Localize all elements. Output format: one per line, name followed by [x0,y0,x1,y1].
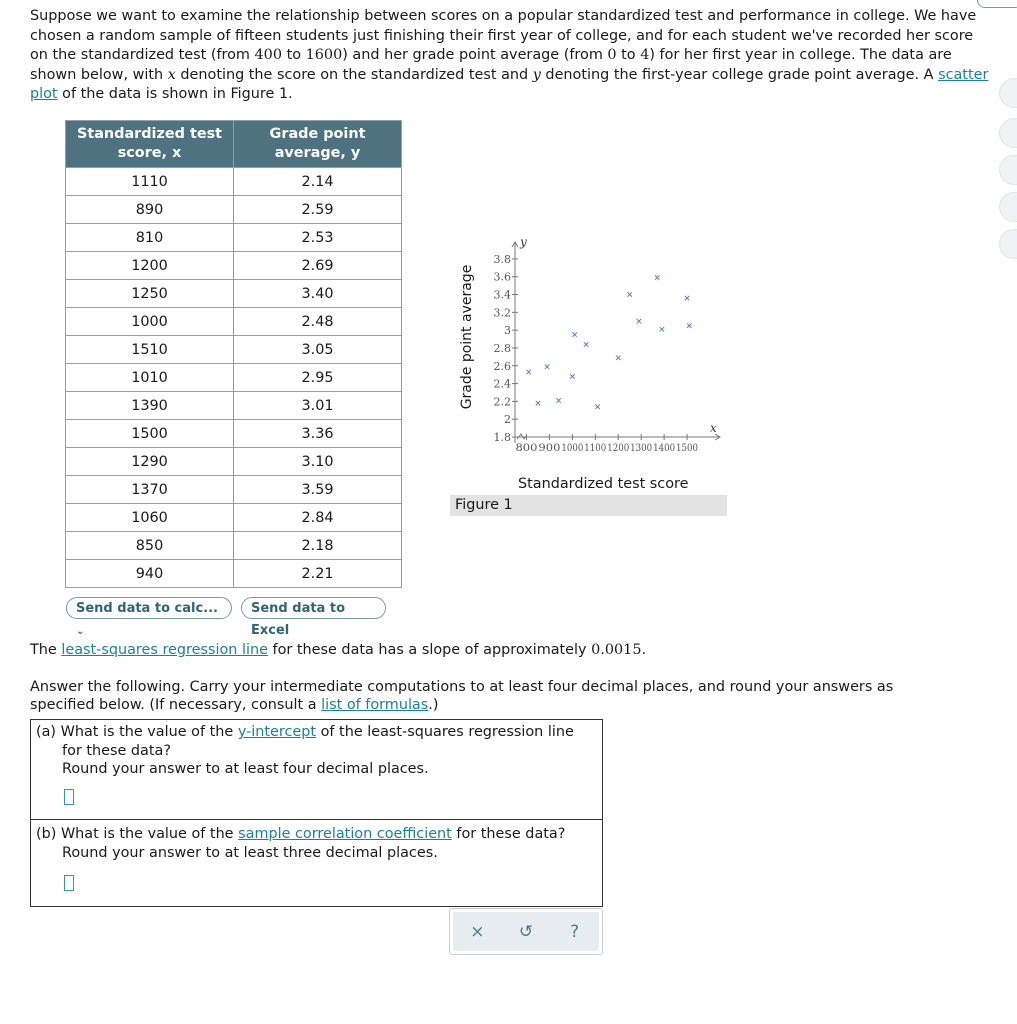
x-tick-label: 1500 [676,442,699,454]
y-intercept-link[interactable]: y-intercept [237,724,317,740]
table-row [66,448,402,476]
side-tab-1[interactable] [999,78,1017,108]
question-a: (a) What is the value of the y-intercept of the least-squares regression line for these data? Round your answer to at least four decimal places. [30,719,603,820]
cell-gpa: 2.59 [234,196,402,224]
table-row [66,308,402,336]
cell-test-score: 1500 [66,420,234,448]
y-tick-label: 2.8 [493,341,511,355]
scatter-plot-link[interactable]: scatter plot [30,66,989,102]
y-tick-label: 3.6 [493,270,511,284]
data-point [556,398,560,402]
cell-gpa: 2.69 [234,252,402,280]
cell-test-score: 940 [66,560,234,588]
data-point [570,374,574,378]
cell-gpa: 2.21 [234,560,402,588]
x-axis-variable: x [710,421,717,435]
instructions: Answer the following. Carry your intermediate computations to at least four decimal places, and round your answers as specified below. (If necessary, consult a list of formulas.) [30,679,894,713]
cell-gpa: 3.59 [234,476,402,504]
data-point [572,332,576,336]
cell-test-score: 1010 [66,364,234,392]
side-tab-3[interactable] [999,155,1017,185]
side-tab-5[interactable] [999,229,1017,259]
cell-test-score: 1200 [66,252,234,280]
correlation-coefficient-link[interactable]: sample correlation coefficient [238,826,452,842]
cell-gpa: 2.53 [234,224,402,252]
table-row [66,224,402,252]
cell-gpa: 3.05 [234,336,402,364]
cell-gpa: 2.48 [234,308,402,336]
cell-test-score: 1110 [66,168,234,196]
y-tick-label: 1.8 [493,431,511,444]
y-tick-label: 3.8 [493,252,511,266]
answer-a-input[interactable] [64,789,74,805]
cell-gpa: 2.84 [234,504,402,532]
table-row [66,168,402,196]
data-point [527,370,531,374]
side-tab-2[interactable] [999,118,1017,148]
cell-gpa: 2.14 [234,168,402,196]
table-row [66,280,402,308]
data-point [545,364,549,368]
y-tick-label: 3 [504,324,511,338]
x-tick-label: 900 [538,442,561,454]
table-row [66,364,402,392]
x-tick-label: 1300 [630,442,653,454]
cell-gpa: 3.40 [234,280,402,308]
cell-test-score: 890 [66,196,234,224]
data-point [687,323,691,327]
cell-test-score: 1000 [66,308,234,336]
table-row [66,420,402,448]
cell-test-score: 1370 [66,476,234,504]
cell-test-score: 850 [66,532,234,560]
cell-gpa: 2.18 [234,532,402,560]
y-tick-label: 2.2 [493,395,511,409]
chart-x-axis-label: Standardized test score [518,476,689,492]
slope-statement: The least-squares regression line for these data has a slope of approximately 0.0015. [30,642,647,658]
cell-test-score: 1250 [66,280,234,308]
answer-toolbar [449,908,603,955]
chart-y-axis-label: Grade point average [459,264,475,410]
cell-test-score: 1390 [66,392,234,420]
cell-gpa: 3.01 [234,392,402,420]
cell-test-score: 1290 [66,448,234,476]
data-point [685,296,689,300]
y-tick-label: 3.2 [493,306,511,320]
col-header-x: Standardized test score, x [66,121,234,168]
table-row [66,476,402,504]
answer-b-input[interactable] [64,875,74,891]
data-point [584,342,588,346]
y-axis-variable: y [520,235,527,249]
formulas-link[interactable]: list of formulas [321,697,429,713]
question-b: (b) What is the value of the sample correlation coefficient for these data? Round your answer to at least three decimal places. [30,820,603,907]
data-point [616,356,620,360]
table-row [66,392,402,420]
y-tick-label: 2 [504,413,511,427]
y-tick-label: 3.4 [493,288,511,302]
regression-line-link[interactable]: least-squares regression line [61,642,268,658]
y-tick-label: 2.6 [493,359,511,373]
cell-gpa: 3.36 [234,420,402,448]
col-header-y: Grade point average, y [234,121,402,168]
table-row [66,252,402,280]
undo-icon[interactable]: ↺ [518,921,534,942]
x-tick-label: 1200 [607,442,630,454]
table-row [66,560,402,588]
data-table [65,120,402,588]
side-tab-4[interactable] [999,192,1017,222]
cell-gpa: 3.10 [234,448,402,476]
y-tick-label: 2.4 [493,377,511,391]
chevron-down-icon: ⌄ [76,626,85,637]
x-tick-label: 1100 [584,442,607,454]
figure-caption: Figure 1 [450,495,727,516]
data-point [637,319,641,323]
cell-test-score: 810 [66,224,234,252]
problem-intro: Suppose we want to examine the relationship between scores on a popular standardized test and performance in college. We have chosen a random sample of fifteen students just finishing their first year of college, and for each student we've recorded her score on the standardized test (from 400 to 1600) and her grade point average (from 0 to 4) for her first year in college. The data are shown below, with x denoting the score on the standardized test and y denoting the first-year college grade point average. A scatter plot of the data is shown in Figure 1. [30,8,989,102]
table-row [66,532,402,560]
table-row [66,196,402,224]
data-point [536,401,540,405]
data-point [595,405,599,409]
table-row [66,336,402,364]
x-tick-label: 1000 [561,442,584,454]
x-tick-label: 800 [515,442,538,454]
cell-test-score: 1060 [66,504,234,532]
help-icon[interactable]: ? [570,921,580,942]
axis-break-mark [517,434,527,439]
data-point [660,327,664,331]
table-row [66,504,402,532]
scatter-plot [455,232,730,472]
data-point [655,275,659,279]
send-data-to-calc-button[interactable]: Send data to calc... ⌄ [66,597,232,619]
cell-test-score: 1510 [66,336,234,364]
x-tick-label: 1400 [653,442,676,454]
clear-icon[interactable]: × [470,921,485,942]
cell-gpa: 2.95 [234,364,402,392]
data-point [628,292,632,296]
send-data-to-excel-button[interactable]: Send data to Excel [241,597,386,619]
